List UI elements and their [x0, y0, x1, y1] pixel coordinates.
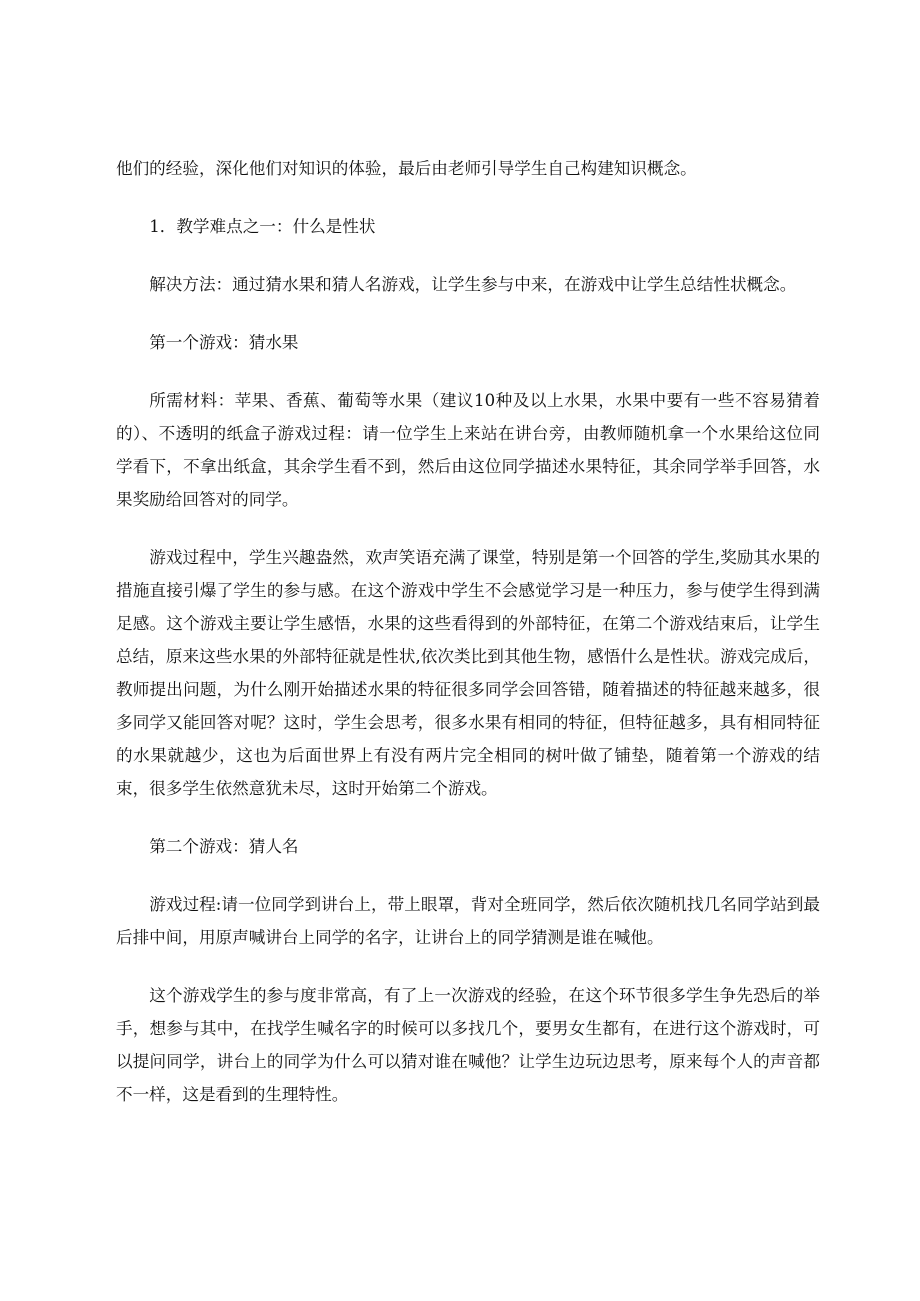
- section-heading-difficulty: 1．教学难点之一：什么是性状: [149, 217, 376, 236]
- paragraph-game-one-discussion: 游戏过程中，学生兴趣盎然，欢声笑语充满了课堂，特别是第一个回答的学生,奖励其水果的措施直接引爆了学生的参与感。在这个游戏中学生不会感觉学习是一种压力，参与使学生得到满足感。这个游戏主要让学生感悟，水果的这些看得到的外部特征，在第二个游戏结束后，让学生总结，原来这些水果的外部特征就是性状,依次类比到其他生物，感悟什么是性状。游戏完成后，教师提出问题，为什么刚开始描述水果的特征很多同学会回答错，随着描述的特征越来越多，很多同学又能回答对呢？这时，学生会思考，很多水果有相同的特征，但特征越多，具有相同特征的水果就越少，这也为后面世界上有没有两片完全相同的树叶做了铺垫，随着第一个游戏的结束，很多学生依然意犹未尽，这时开始第二个游戏。: [116, 548, 820, 798]
- paragraph-materials: 所需材料：苹果、香蕉、葡萄等水果（建议10种及以上水果，水果中要有一些不容易猜着的）、不透明的纸盒子游戏过程：请一位学生上来站在讲台旁，由教师随机拿一个水果给这位同学看下，不拿出纸盒，其余学生看不到，然后由这位同学描述水果特征，其余同学举手回答，水果奖励给回答对的同学。: [116, 391, 820, 509]
- document-body: [116, 152, 820, 1136]
- paragraph-game-two-process: 游戏过程:请一位同学到讲台上，带上眼罩，背对全班同学，然后依次随机找几名同学站到最后排中间，用原声喊讲台上同学的名字，让讲台上的同学猜测是谁在喊他。: [116, 895, 820, 947]
- paragraph-continuation: 他们的经验，深化他们对知识的体验，最后由老师引导学生自己构建知识概念。: [116, 159, 697, 178]
- heading-game-two: 第二个游戏：猜人名: [149, 837, 299, 856]
- heading-game-one: 第一个游戏：猜水果: [149, 333, 299, 352]
- paragraph-game-two-discussion: 这个游戏学生的参与度非常高，有了上一次游戏的经验，在这个环节很多学生争先恐后的举手，想参与其中，在找学生喊名字的时候可以多找几个，要男女生都有，在进行这个游戏时，可以提问同学，讲台上的同学为什么可以猜对谁在喊他？让学生边玩边思考，原来每个人的声音都不一样，这是看到的生理特性。: [116, 986, 820, 1104]
- paragraph-solution: 解决方法：通过猜水果和猜人名游戏，让学生参与中来，在游戏中让学生总结性状概念。: [149, 275, 797, 294]
